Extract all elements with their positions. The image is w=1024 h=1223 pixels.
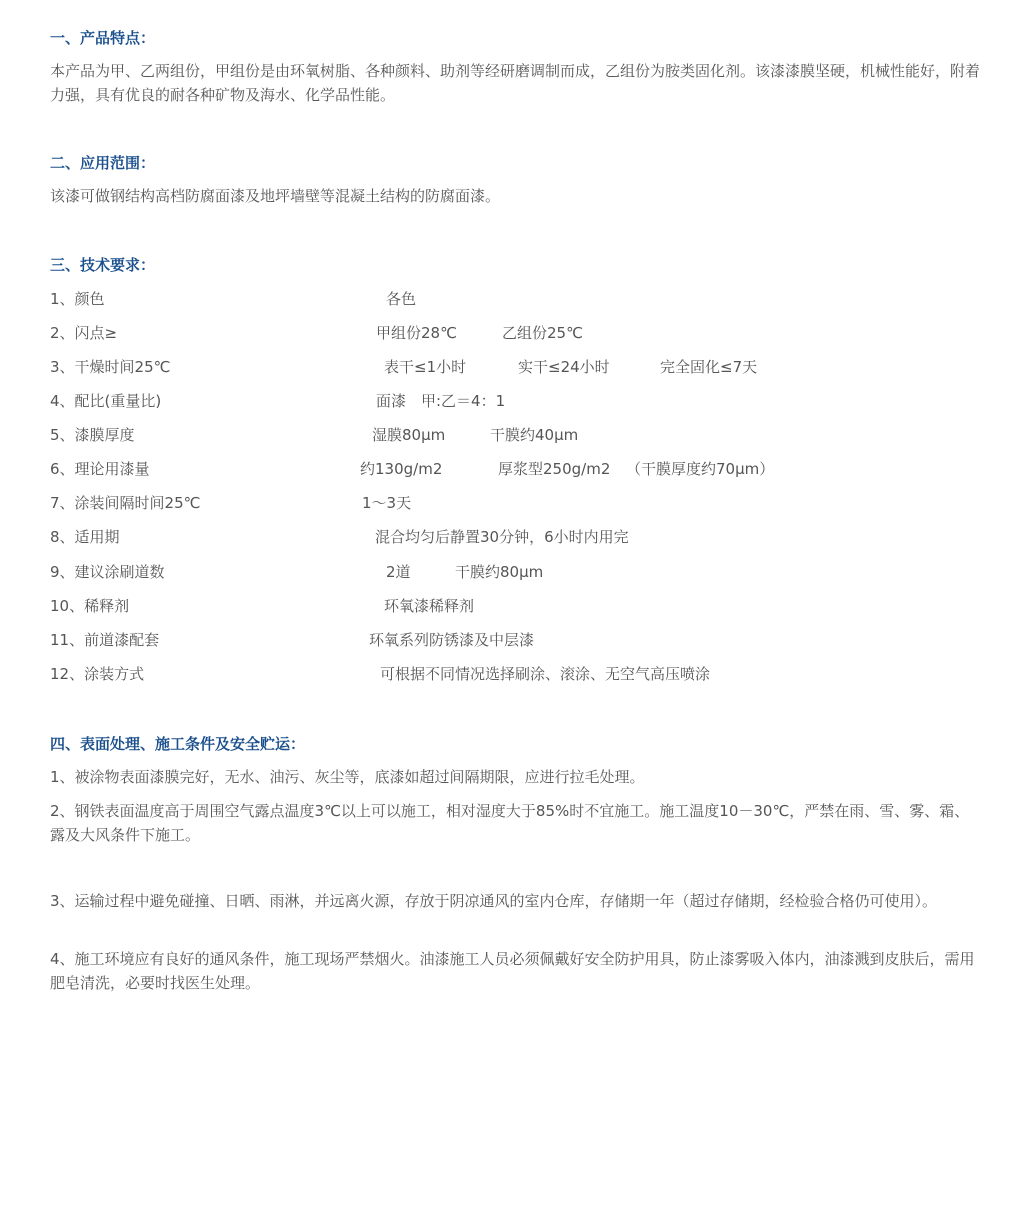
spec-value: 约130g/m2 — [360, 460, 443, 478]
spec-label: 11、前道漆配套 — [50, 631, 160, 649]
spec-label: 8、适用期 — [50, 528, 120, 546]
spec-value: 干膜约80μm — [455, 563, 544, 581]
section-heading-application: 二、应用范围： — [50, 154, 156, 172]
spec-value: 环氧漆稀释剂 — [384, 597, 475, 615]
spec-value: 湿膜80μm — [372, 426, 446, 444]
section-heading-surface-safety: 四、表面处理、施工条件及安全贮运： — [50, 735, 306, 753]
spec-value: 干膜约40μm — [490, 426, 579, 444]
spec-value: 1～3天 — [362, 494, 412, 512]
spec-row-coats — [0, 561, 1024, 583]
spec-label: 12、涂装方式 — [50, 665, 145, 683]
spec-value: 面漆 甲:乙＝4：1 — [376, 392, 506, 410]
safety-item: 4、施工环境应有良好的通风条件，施工现场严禁烟火。油漆施工人员必须佩戴好安全防护用具，防止漆雾吸入体内，油漆溅到皮肤后，需用肥皂清洗，必要时找医生处理。 — [50, 950, 975, 992]
spec-row-theoretical-usage — [0, 458, 1024, 480]
spec-row-film-thickness — [0, 424, 1024, 446]
spec-value: 乙组份25℃ — [502, 324, 583, 342]
features-paragraph: 本产品为甲、乙两组份，甲组份是由环氧树脂、各种颜料、助剂等经研磨调制而成，乙组份为胺类固化剂。该漆漆膜坚硬，机械性能好，附着力强，具有优良的耐各种矿物及海水、化学品性能。 — [50, 62, 981, 104]
spec-row-color — [0, 288, 1024, 310]
spec-row-pot-life — [0, 526, 1024, 548]
spec-label: 3、干燥时间25℃ — [50, 358, 171, 376]
application-paragraph: 该漆可做钢结构高档防腐面漆及地坪墙壁等混凝土结构的防腐面漆。 — [50, 187, 501, 205]
spec-value: 表干≤1小时 — [384, 358, 467, 376]
spec-label: 6、理论用漆量 — [50, 460, 150, 478]
spec-row-application-method — [0, 663, 1024, 685]
spec-label: 9、建议涂刷道数 — [50, 563, 165, 581]
spec-row-mix-ratio — [0, 390, 1024, 412]
spec-value: （干膜厚度约70μm） — [626, 460, 775, 478]
spec-value: 可根据不同情况选择刷涂、滚涂、无空气高压喷涂 — [380, 665, 711, 683]
spec-label: 7、涂装间隔时间25℃ — [50, 494, 201, 512]
spec-label: 2、闪点≥ — [50, 324, 118, 342]
spec-value: 2道 — [386, 563, 411, 581]
spec-row-primer-system — [0, 629, 1024, 651]
section-heading-features: 一、产品特点： — [50, 29, 156, 47]
safety-item: 1、被涂物表面漆膜完好，无水、油污、灰尘等，底漆如超过间隔期限，应进行拉毛处理。 — [50, 768, 645, 786]
spec-value: 环氧系列防锈漆及中层漆 — [369, 631, 535, 649]
spec-value: 完全固化≤7天 — [660, 358, 758, 376]
spec-label: 5、漆膜厚度 — [50, 426, 135, 444]
spec-value: 厚浆型250g/m2 — [498, 460, 611, 478]
spec-value: 各色 — [386, 290, 417, 308]
safety-item: 3、运输过程中避免碰撞、日晒、雨淋，并远离火源，存放于阴凉通风的室内仓库，存储期一年（超过存储期，经检验合格仍可使用）。 — [50, 892, 938, 910]
spec-value: 混合均匀后静置30分钟，6小时内用完 — [375, 528, 629, 546]
spec-value: 甲组份28℃ — [376, 324, 457, 342]
section-heading-technical: 三、技术要求： — [50, 256, 156, 274]
spec-row-thinner — [0, 595, 1024, 617]
spec-label: 4、配比(重量比) — [50, 392, 162, 410]
safety-item: 2、钢铁表面温度高于周围空气露点温度3℃以上可以施工，相对湿度大于85%时不宜施工。施工温度10－30℃，严禁在雨、雪、雾、霜、露及大风条件下施工。 — [50, 802, 970, 844]
spec-row-flash-point — [0, 322, 1024, 344]
spec-row-drying-time — [0, 356, 1024, 378]
spec-label: 1、颜色 — [50, 290, 105, 308]
spec-value: 实干≤24小时 — [518, 358, 610, 376]
spec-label: 10、稀释剂 — [50, 597, 130, 615]
spec-row-recoat-interval — [0, 492, 1024, 514]
